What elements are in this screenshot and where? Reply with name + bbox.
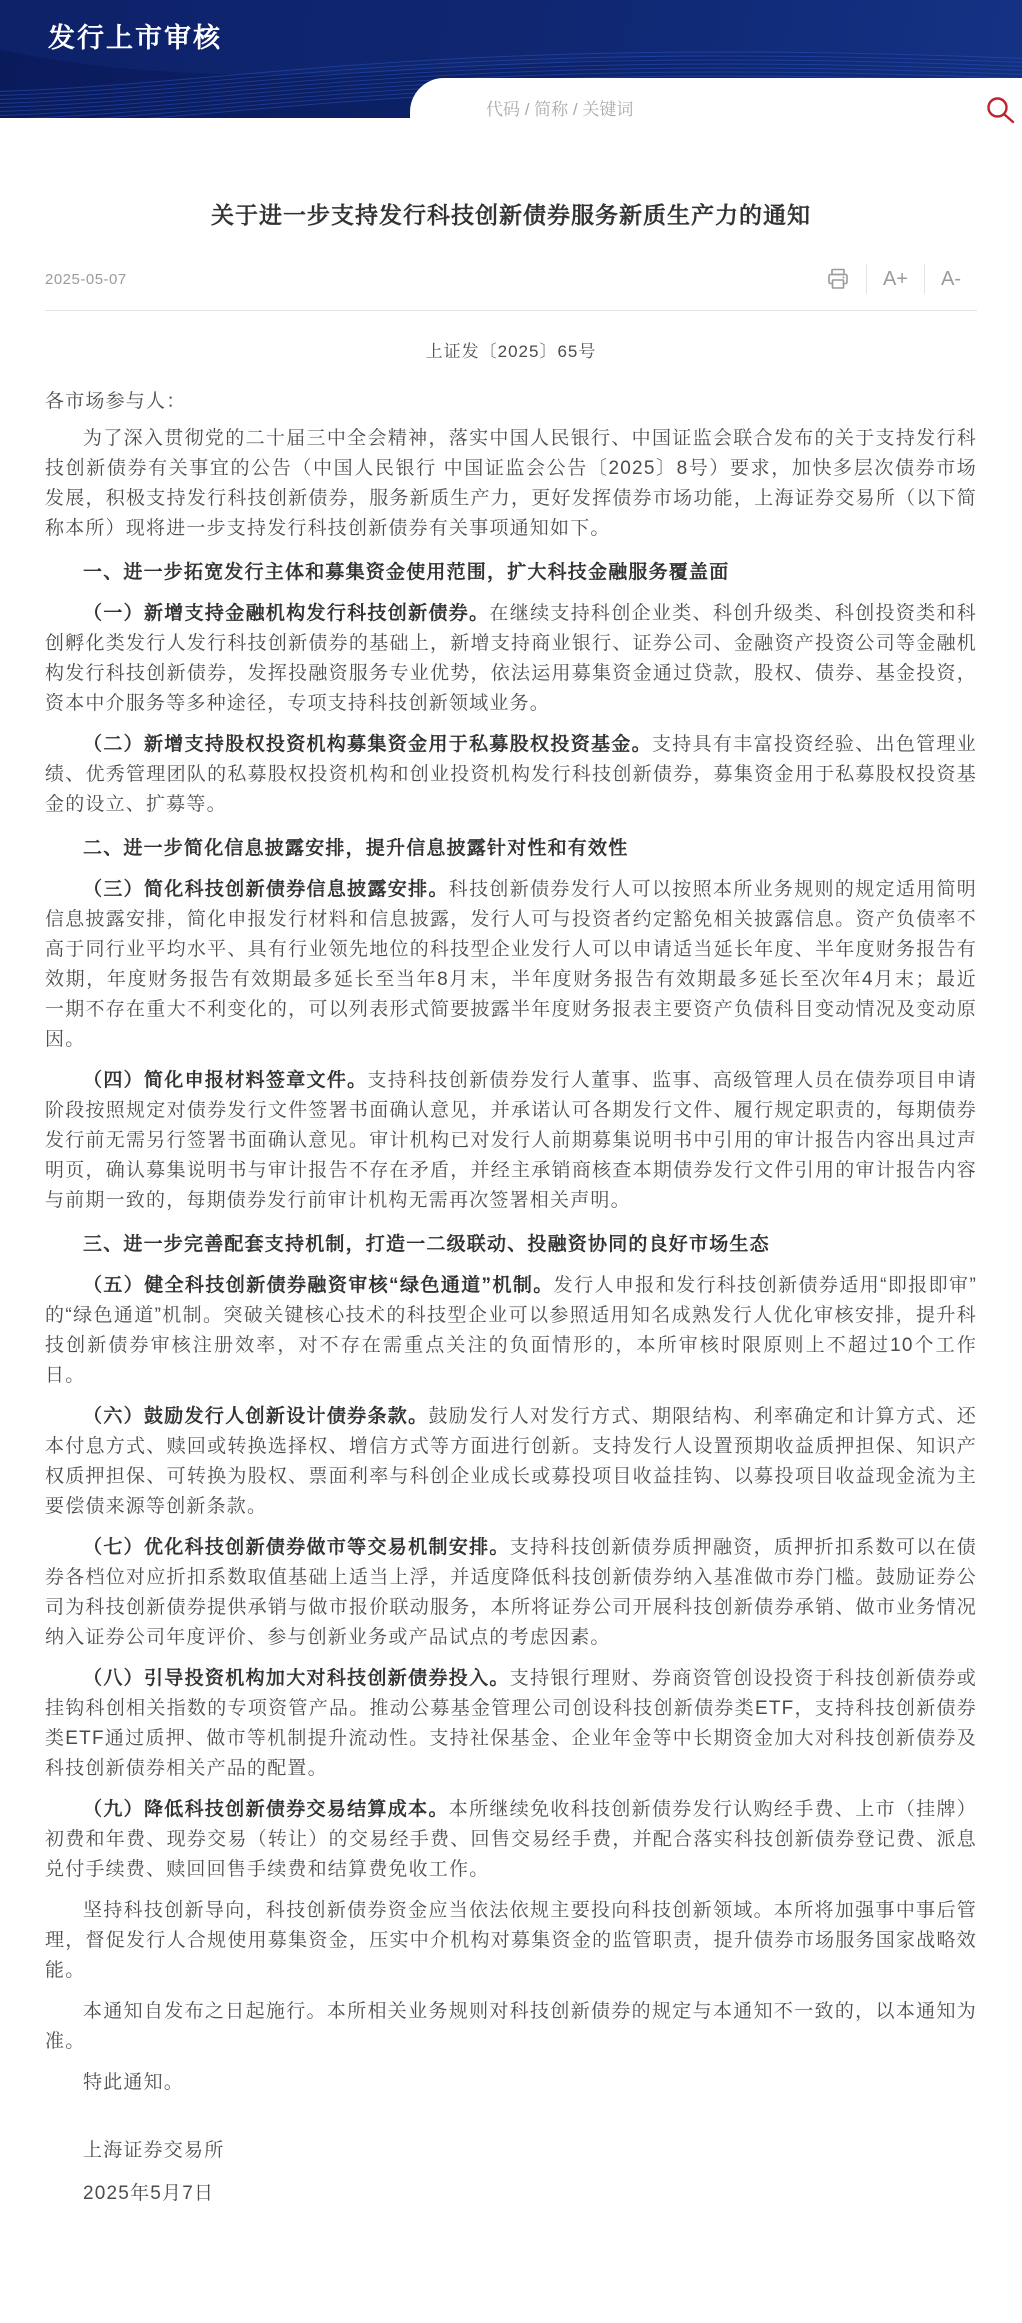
paragraph-lead: （三）简化科技创新债券信息披露安排。 bbox=[83, 879, 449, 900]
paragraph-lead: （六）鼓励发行人创新设计债券条款。 bbox=[83, 1406, 429, 1427]
search-button[interactable] bbox=[980, 90, 1020, 130]
font-decrease-button[interactable]: A- bbox=[925, 264, 977, 294]
page-title: 发行上市审核 bbox=[48, 23, 222, 53]
signature-date: 2025年5月7日 bbox=[83, 2183, 215, 2204]
document-paragraph: （八）引导投资机构加大对科技创新债券投入。支持银行理财、券商资管创设投资于科技创新债券或挂钩科创相关指数的专项资管产品。推动公募基金管理公司创设科技创新债券类ETF，支持科技创新债券类ETF通过质押、做市等机制提升流动性。支持社保基金、企业年金等中长期资金加大对科技创新债券及科技创新债券相关产品的配置。 bbox=[45, 1668, 978, 1779]
search-icon bbox=[985, 95, 1015, 125]
article-meta-row bbox=[45, 262, 977, 296]
document-paragraph: （五）健全科技创新债券融资审核“绿色通道”机制。发行人申报和发行科技创新债券适用“即报即审”的“绿色通道”机制。突破关键核心技术的科技型企业可以参照适用知名成熟发行人优化审核安排，提升科技创新债券审核注册效率，对不存在需重点关注的负面情形的，本所审核时限原则上不超过10个工作日。 bbox=[45, 1275, 977, 1386]
signature-org: 上海证券交易所 bbox=[83, 2140, 225, 2161]
document-paragraph: （一）新增支持金融机构发行科技创新债券。在继续支持科创企业类、科创升级类、科创投资类和科创孵化类发行人发行科技创新债券的基础上，新增支持商业银行、证券公司、金融资产投资公司等金融机构发行科技创新债券，发挥投融资服务专业优势，依法运用募集资金通过贷款，股权、债券、基金投资，资本中介服务等多种途径，专项支持科技创新领域业务。 bbox=[45, 603, 977, 714]
article-container bbox=[0, 198, 1022, 2227]
paragraph-lead: （一）新增支持金融机构发行科技创新债券。 bbox=[83, 603, 490, 624]
section-heading: 三、进一步完善配套支持机制，打造一二级联动、投融资协同的良好市场生态 bbox=[83, 1234, 770, 1255]
document-paragraph: （三）简化科技创新债券信息披露安排。科技创新债券发行人可以按照本所业务规则的规定适用简明信息披露安排，简化申报发行材料和信息披露，发行人可与投资者约定豁免相关披露信息。资产负债率不高于同行业平均水平、具有行业领先地位的科技型企业发行人可以申请适当延长年度、半年度财务报告有效期，年度财务报告有效期最多延长至当年8月末，半年度财务报告有效期最多延长至次年4月末；最近一期不存在重大不利变化的，可以列表形式简要披露半年度财务报表主要资产负债科目变动情况及变动原因。 bbox=[45, 879, 977, 1050]
document-paragraph: （七）优化科技创新债券做市等交易机制安排。支持科技创新债券质押融资，质押折扣系数可以在债券各档位对应折扣系数取值基础上适当上浮，并适度降低科技创新债券纳入基准做市券门槛。鼓励证券公司为科技创新债券提供承销与做市报价联动服务，本所将证券公司开展科技创新债券承销、做市业务情况纳入证券公司年度评价、参与创新业务或产品试点的考虑因素。 bbox=[45, 1537, 978, 1648]
document-paragraph: 特此通知。 bbox=[83, 2072, 185, 2093]
header-divider bbox=[45, 310, 977, 311]
paragraph-lead: （四）简化申报材料签章文件。 bbox=[83, 1070, 368, 1091]
article-toolbar bbox=[810, 264, 977, 294]
printer-icon bbox=[826, 267, 850, 291]
section-heading: 二、进一步简化信息披露安排，提升信息披露针对性和有效性 bbox=[83, 838, 629, 859]
document-paragraph: 本通知自发布之日起施行。本所相关业务规则对科技创新债券的规定与本通知不一致的，以本通知为准。 bbox=[45, 2001, 977, 2052]
document-paragraph: （六）鼓励发行人创新设计债券条款。鼓励发行人对发行方式、期限结构、利率确定和计算方式、还本付息方式、赎回或转换选择权、增信方式等方面进行创新。支持发行人设置预期收益质押担保、知识产权质押担保、可转换为股权、票面利率与科创企业成长或募投项目收益挂钩、以募投项目收益现金流为主要偿债来源等创新条款。 bbox=[45, 1406, 977, 1517]
search-bar bbox=[410, 78, 1022, 141]
salutation: 各市场参与人： bbox=[45, 391, 187, 412]
paragraph-lead: （五）健全科技创新债券融资审核“绿色通道”机制。 bbox=[83, 1275, 554, 1296]
article-title: 关于进一步支持发行科技创新债券服务新质生产力的通知 bbox=[211, 202, 811, 228]
paragraph-lead: （八）引导投资机构加大对科技创新债券投入。 bbox=[83, 1668, 510, 1689]
print-button[interactable] bbox=[810, 267, 866, 291]
page-header bbox=[0, 0, 1022, 118]
document-body bbox=[45, 424, 977, 2098]
document-paragraph: （九）降低科技创新债券交易结算成本。本所继续免收科技创新债券发行认购经手费、上市（挂牌）初费和年费、现券交易（转让）的交易经手费、回售交易经手费，并配合落实科技创新债券登记费、派息兑付手续费、赎回回售手续费和结算费免收工作。 bbox=[45, 1799, 977, 1880]
font-increase-button[interactable]: A+ bbox=[867, 264, 924, 294]
signature-block bbox=[45, 2136, 977, 2209]
search-input[interactable] bbox=[486, 100, 980, 120]
document-paragraph: 坚持科技创新导向，科技创新债券资金应当依法依规主要投向科技创新领域。本所将加强事中事后管理，督促发行人合规使用募集资金，压实中介机构对募集资金的监管职责，提升债券市场服务国家战略效能。 bbox=[45, 1900, 977, 1981]
document-paragraph: 为了深入贯彻党的二十届三中全会精神，落实中国人民银行、中国证监会联合发布的关于支持发行科技创新债券有关事宜的公告（中国人民银行 中国证监会公告〔2025〕8号）要求，加快多层次债券市场发展，积极支持发行科技创新债券，服务新质生产力，更好发挥债券市场功能，上海证券交易所（以下简称本所）现将进一步支持发行科技创新债券有关事项通知如下。 bbox=[45, 428, 977, 539]
paragraph-lead: （二）新增支持股权投资机构募集资金用于私募股权投资基金。 bbox=[83, 734, 652, 755]
publish-date: 2025-05-07 bbox=[45, 270, 127, 288]
document-number: 上证发〔2025〕65号 bbox=[425, 342, 597, 361]
document-paragraph: （二）新增支持股权投资机构募集资金用于私募股权投资基金。支持具有丰富投资经验、出色管理业绩、优秀管理团队的私募股权投资机构和创业投资机构发行科技创新债券，募集资金用于私募股权投资基金的设立、扩募等。 bbox=[45, 734, 977, 815]
document-paragraph: （四）简化申报材料签章文件。支持科技创新债券发行人董事、监事、高级管理人员在债券项目申请阶段按照规定对债券发行文件签署书面确认意见，并承诺认可各期发行文件、履行规定职责的，每期债券发行前无需另行签署书面确认意见。审计机构已对发行人前期募集说明书中引用的审计报告内容出具过声明页，确认募集说明书与审计报告不存在矛盾，并经主承销商核查本期债券发行文件引用的审计报告内容与前期一致的，每期债券发行前审计机构无需再次签署相关声明。 bbox=[45, 1070, 977, 1211]
paragraph-lead: （九）降低科技创新债券交易结算成本。 bbox=[83, 1799, 449, 1820]
section-heading: 一、进一步拓宽发行主体和募集资金使用范围，扩大科技金融服务覆盖面 bbox=[83, 562, 730, 583]
paragraph-lead: （七）优化科技创新债券做市等交易机制安排。 bbox=[83, 1537, 510, 1558]
